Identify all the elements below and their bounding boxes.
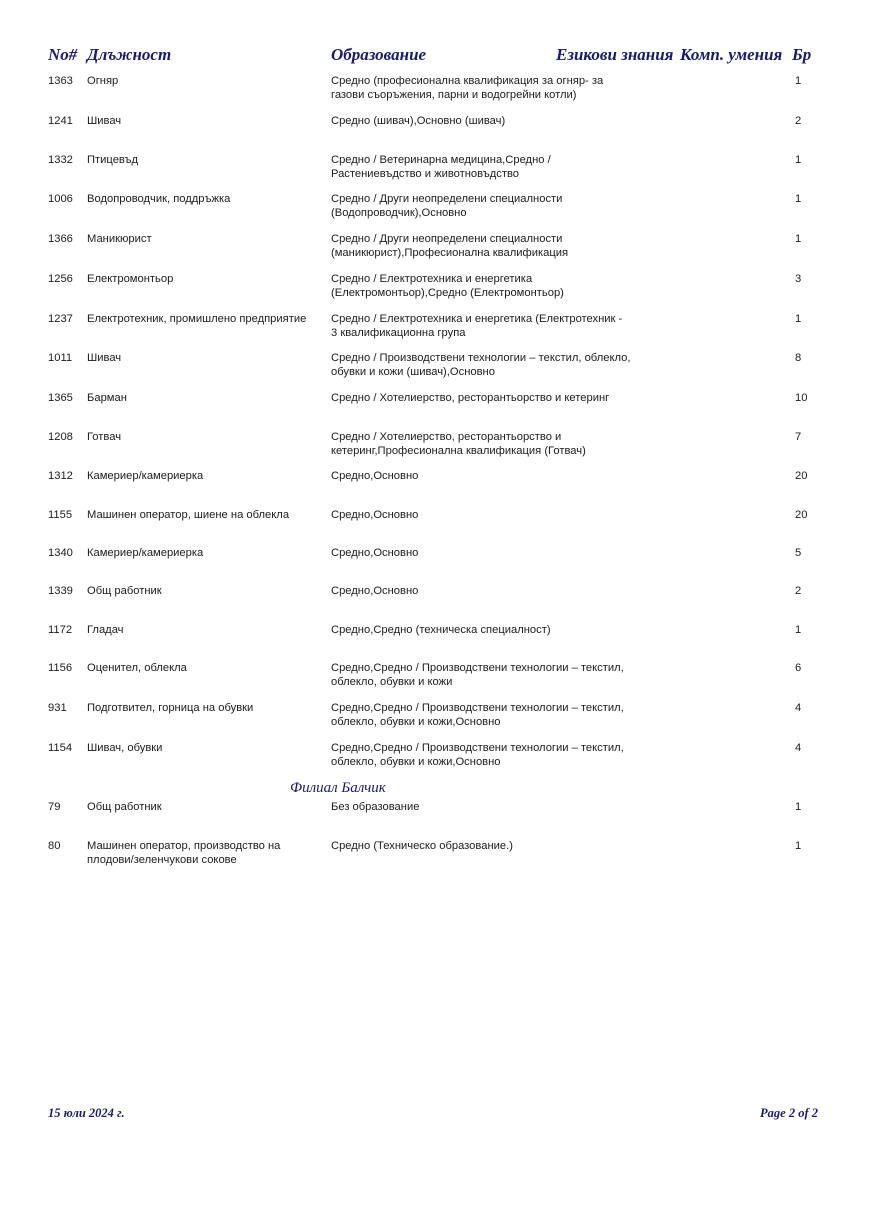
row-count: 7 <box>795 431 802 443</box>
table-row <box>0 800 870 840</box>
row-number: 1365 <box>48 392 73 404</box>
row-position: Камериер/камериерка <box>87 547 204 559</box>
row-count: 1 <box>795 840 802 852</box>
row-number: 1363 <box>48 75 73 87</box>
row-education: Средно / Ветеринарна медицина,Средно / Растениевъдство и животновъдство <box>331 154 551 180</box>
row-number: 1340 <box>48 547 73 559</box>
row-position: Птицевъд <box>87 154 139 166</box>
row-position: Гладач <box>87 624 124 636</box>
row-education: Средно / Производствени технологии – текстил, облекло, обувки и кожи (шивач),Основно <box>331 352 631 378</box>
row-count: 1 <box>795 801 802 813</box>
row-position: Готвач <box>87 431 122 443</box>
row-position: Машинен оператор, шиене на облекла <box>87 509 290 521</box>
row-count: 3 <box>795 273 802 285</box>
row-count: 2 <box>795 115 802 127</box>
row-number: 1156 <box>48 662 73 674</box>
row-education: Средно,Средно / Производствени технологии – текстил, облекло, обувки и кожи,Основно <box>331 702 624 728</box>
row-count: 10 <box>795 392 808 404</box>
row-position: Маникюрист <box>87 233 152 245</box>
row-number: 1006 <box>48 193 73 205</box>
row-count: 1 <box>795 233 802 245</box>
row-position: Общ работник <box>87 801 162 813</box>
row-position: Оценител, облекла <box>87 662 187 674</box>
row-education: Средно,Средно / Производствени технологии – текстил, облекло, обувки и кожи <box>331 662 624 688</box>
row-position: Машинен оператор, производство на плодови/зеленчукови сокове <box>87 840 281 866</box>
row-education: Средно / Други неопределени специалности (Водопроводчик),Основно <box>331 193 563 219</box>
row-number: 79 <box>48 801 61 813</box>
row-count: 1 <box>795 193 802 205</box>
row-number: 1208 <box>48 431 73 443</box>
row-education: Средно / Електротехника и енергетика (Електротехник - 3 квалификационна група <box>331 313 623 339</box>
table-row <box>0 391 870 431</box>
row-education: Без образование <box>331 801 420 813</box>
header-languages: Езикови знания <box>556 45 674 64</box>
row-education: Средно,Средно (техническа специалност) <box>331 624 551 636</box>
row-position: Шивач, обувки <box>87 742 163 754</box>
table-row <box>0 469 870 509</box>
table-row <box>0 584 870 624</box>
row-education: Средно (професионална квалификация за огняр- за газови съоръжения, парни и водогрейни котли) <box>331 75 604 101</box>
row-education: Средно / Хотелиерство, ресторантьорство и кетеринг <box>331 392 610 404</box>
row-number: 931 <box>48 702 67 714</box>
row-count: 1 <box>795 75 802 87</box>
row-position: Електромонтьор <box>87 273 174 285</box>
row-number: 80 <box>48 840 61 852</box>
row-number: 1155 <box>48 509 73 521</box>
row-education: Средно / Хотелиерство, ресторантьорство и кетеринг,Професионална квалификация (Готвач) <box>331 431 586 457</box>
row-count: 2 <box>795 585 802 597</box>
row-position: Барман <box>87 392 127 404</box>
row-count: 4 <box>795 702 802 714</box>
header-computer-skills: Комп. умения <box>680 45 783 64</box>
table-row <box>0 701 870 741</box>
row-number: 1172 <box>48 624 73 636</box>
row-education: Средно (Техническо образование.) <box>331 840 513 852</box>
row-count: 20 <box>795 470 808 482</box>
row-education: Средно,Основно <box>331 470 419 482</box>
table-row <box>0 114 870 154</box>
row-count: 1 <box>795 154 802 166</box>
row-position: Водопроводчик, поддръжка <box>87 193 231 205</box>
row-count: 6 <box>795 662 802 674</box>
row-education: Средно / Електротехника и енергетика (Електромонтьор),Средно (Електромонтьор) <box>331 273 564 299</box>
table-row <box>0 508 870 548</box>
footer-date: 15 юли 2024 г. <box>48 1106 125 1120</box>
row-number: 1366 <box>48 233 73 245</box>
row-number: 1256 <box>48 273 73 285</box>
row-count: 1 <box>795 313 802 325</box>
table-row <box>0 192 870 232</box>
header-education: Образование <box>331 45 427 64</box>
table-row <box>0 741 870 781</box>
row-education: Средно (шивач),Основно (шивач) <box>331 115 506 127</box>
table-row <box>0 546 870 586</box>
row-position: Камериер/камериерка <box>87 470 204 482</box>
row-education: Средно,Средно / Производствени технологии – текстил, облекло, обувки и кожи,Основно <box>331 742 624 768</box>
table-row <box>0 623 870 663</box>
branch-title: Филиал Балчик <box>290 780 386 796</box>
row-position: Огняр <box>87 75 119 87</box>
table-row <box>0 272 870 312</box>
footer-page-number: Page 2 of 2 <box>760 1106 818 1120</box>
table-row <box>0 74 870 114</box>
row-number: 1011 <box>48 352 73 364</box>
row-education: Средно,Основно <box>331 547 419 559</box>
row-number: 1332 <box>48 154 73 166</box>
row-count: 1 <box>795 624 802 636</box>
header-no: No# <box>48 45 78 64</box>
header-position: Длъжност <box>87 45 172 64</box>
row-count: 4 <box>795 742 802 754</box>
row-number: 1237 <box>48 313 73 325</box>
table-row <box>0 351 870 391</box>
table-row <box>0 153 870 193</box>
header-count: Бр <box>792 45 812 64</box>
row-number: 1154 <box>48 742 73 754</box>
row-position: Електротехник, промишлено предприятие <box>87 313 307 325</box>
row-position: Подготвител, горница на обувки <box>87 702 254 714</box>
row-position: Шивач <box>87 352 122 364</box>
table-row <box>0 232 870 272</box>
row-number: 1312 <box>48 470 73 482</box>
table-row <box>0 839 870 879</box>
table-row <box>0 312 870 352</box>
row-position: Шивач <box>87 115 122 127</box>
row-education: Средно,Основно <box>331 509 419 521</box>
table-row <box>0 430 870 470</box>
row-education: Средно / Други неопределени специалности (маникюрист),Професионална квалификация <box>331 233 569 259</box>
table-row <box>0 661 870 701</box>
row-number: 1339 <box>48 585 73 597</box>
row-count: 5 <box>795 547 802 559</box>
row-number: 1241 <box>48 115 73 127</box>
row-education: Средно,Основно <box>331 585 419 597</box>
row-count: 20 <box>795 509 808 521</box>
row-position: Общ работник <box>87 585 162 597</box>
row-count: 8 <box>795 352 802 364</box>
